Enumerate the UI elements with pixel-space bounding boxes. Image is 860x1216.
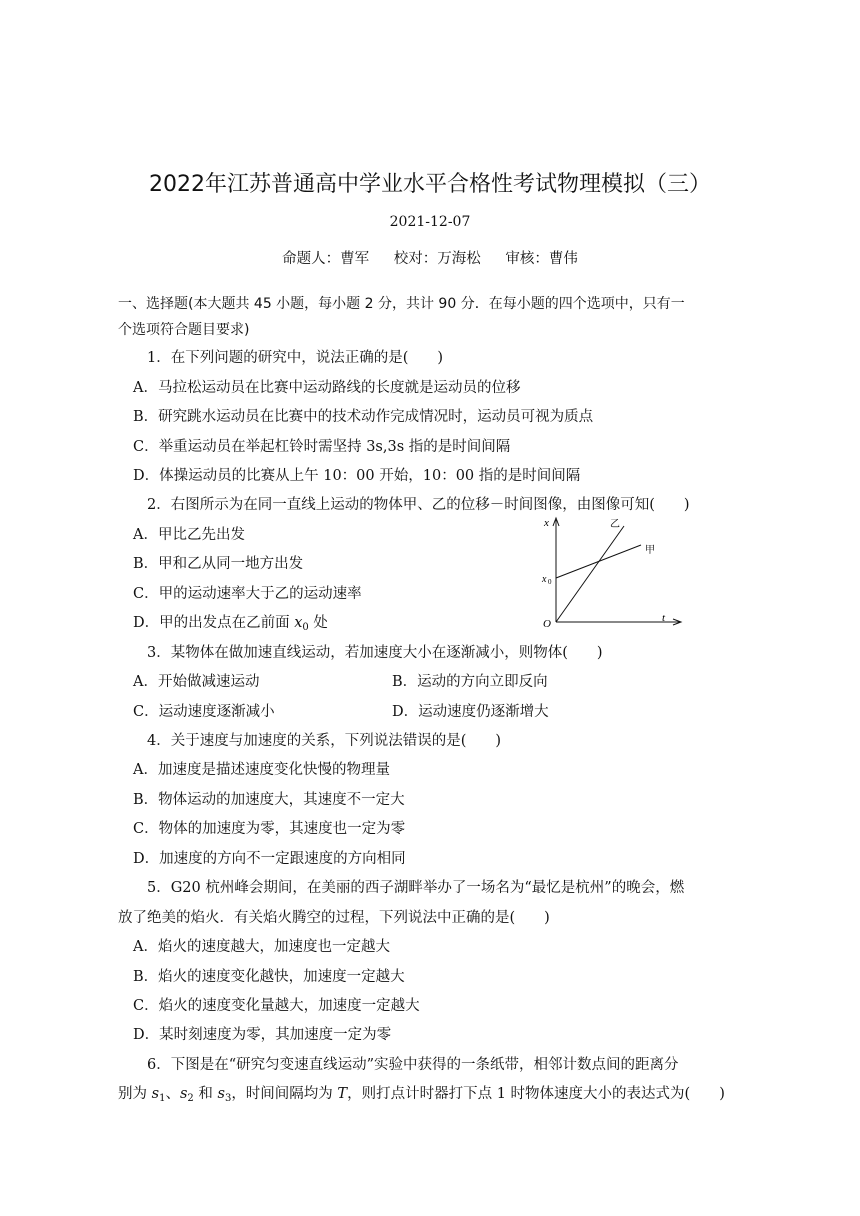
q1-option-d: D．体操运动员的比赛从上午 10：00 开始，10：00 指的是时间间隔	[133, 468, 581, 484]
q4-option-a: A．加速度是描述速度变化快慢的物理量	[133, 762, 390, 778]
exam-date: 2021-12-07	[389, 214, 471, 230]
q3-option-b: B．运动的方向立即反向	[392, 674, 548, 690]
line-yi-label: 乙	[610, 519, 620, 530]
x-axis-label: x	[544, 517, 549, 529]
x0-label: x	[542, 574, 547, 585]
q1-stem: 1．在下列问题的研究中，说法正确的是( )	[147, 350, 444, 366]
section-heading-line-2: 个选项符合题目要求)	[118, 322, 250, 338]
q2-option-b: B．甲和乙从同一地方出发	[133, 556, 304, 572]
reviewer: 审核：曹伟	[505, 251, 578, 267]
q6-stem-line-2: 别为 $s_1$、$s_2$ 和 $s_3$，时间间隔均为 T，则打点计时器打下点 1 时物体速度大小的表达式为( )	[118, 1086, 725, 1104]
q4-stem: 4．关于速度与加速度的关系，下列说法错误的是( )	[147, 733, 502, 749]
origin-label: O	[543, 618, 551, 629]
q5-stem-line-2: 放了绝美的焰火．有关焰火腾空的过程，下列说法中正确的是( )	[118, 910, 550, 926]
q2-option-d: D．甲的出发点在乙前面 $x_0$ 处	[133, 615, 328, 633]
q2-option-c: C．甲的运动速率大于乙的运动速率	[133, 586, 362, 602]
q5-option-c: C．焰火的速度变化量越大，加速度一定越大	[133, 998, 420, 1014]
q4-option-d: D．加速度的方向不一定跟速度的方向相同	[133, 851, 406, 867]
q5-option-a: A．焰火的速度越大，加速度也一定越大	[133, 939, 390, 955]
credits-line	[0, 247, 860, 268]
q1-option-b: B．研究跳水运动员在比赛中的技术动作完成情况时，运动员可视为质点	[133, 409, 594, 425]
proofreader: 校对：万海松	[393, 251, 481, 267]
line-jia-label: 甲	[645, 545, 655, 556]
q4-option-b: B．物体运动的加速度大，其速度不一定大	[133, 792, 405, 808]
q2-stem: 2．右图所示为在同一直线上运动的物体甲、乙的位移－时间图像，由图像可知( )	[147, 497, 690, 513]
q5-stem-line-1: 5．G20 杭州峰会期间，在美丽的西子湖畔举办了一场名为“最忆是杭州”的晚会，燃	[147, 880, 685, 896]
q5-option-b: B．焰火的速度变化越快，加速度一定越大	[133, 969, 405, 985]
q3-option-a: A．开始做减速运动	[133, 674, 260, 690]
q6-stem-line-1: 6．下图是在“研究匀变速直线运动”实验中获得的一条纸带，相邻计数点间的距离分	[147, 1057, 679, 1073]
q5-option-d: D．某时刻速度为零，其加速度一定为零	[133, 1027, 392, 1043]
q3-option-d: D．运动速度仍逐渐增大	[392, 704, 549, 720]
x0-subscript: 0	[548, 578, 552, 586]
t-axis-label: t	[662, 612, 666, 624]
page-title: 2022年江苏普通高中学业水平合格性考试物理模拟（三）	[149, 172, 711, 197]
q4-option-c: C．物体的加速度为零，其速度也一定为零	[133, 821, 406, 837]
section-heading-line-1: 一、选择题(本大题共 45 小题，每小题 2 分，共计 90 分．在每小题的四个选项中，只有一	[118, 296, 685, 312]
q1-option-a: A．马拉松运动员在比赛中运动路线的长度就是运动员的位移	[133, 380, 521, 396]
q2-option-a: A．甲比乙先出发	[133, 527, 245, 543]
position-time-graph	[538, 514, 688, 629]
q3-option-c: C．运动速度逐渐减小	[133, 704, 275, 720]
q3-stem: 3．某物体在做加速直线运动，若加速度大小在逐渐减小，则物体( )	[147, 645, 603, 661]
author: 命题人：曹军	[282, 251, 370, 267]
q1-option-c: C．举重运动员在举起杠铃时需坚持 3s,3s 指的是时间间隔	[133, 439, 511, 455]
